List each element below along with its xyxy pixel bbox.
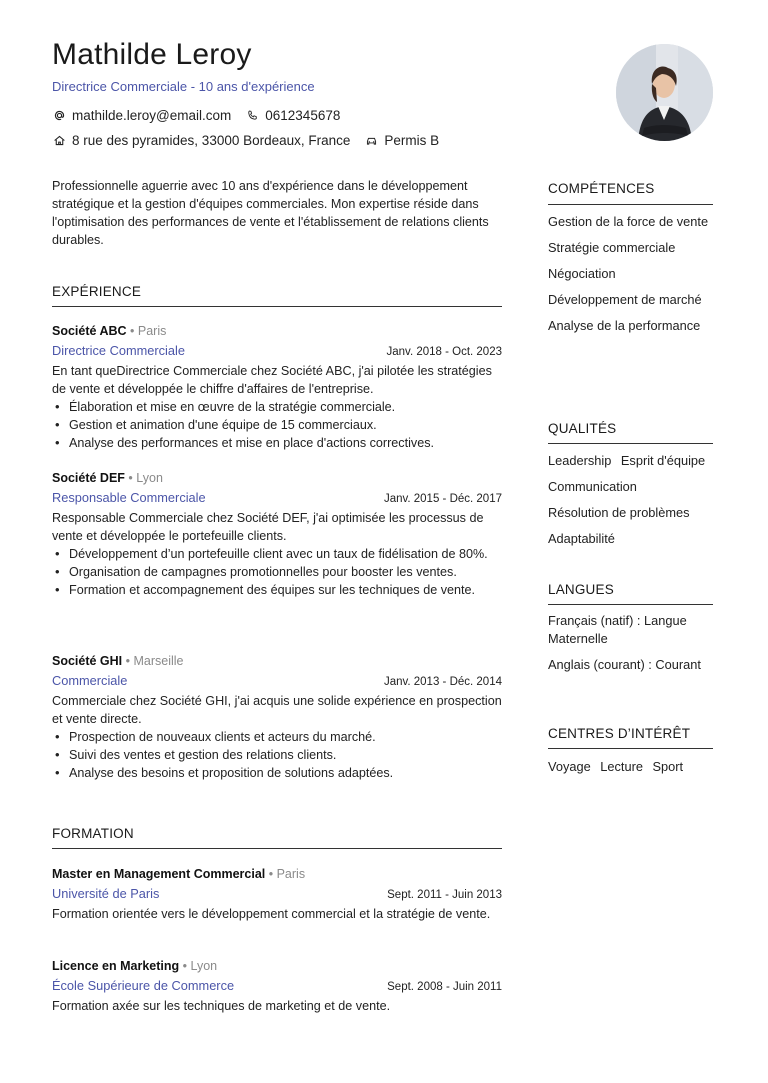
company-name: Société GHI (52, 654, 123, 668)
job-role: Directrice Commerciale (52, 343, 185, 358)
profile-summary: Professionnelle aguerrie avec 10 ans d'expérience dans le développement stratégique et la gestion d'équipes commerciales. Mon expertise réside dans l'optimisation des performances de vente et l'établissement de relations clients durables. (52, 179, 489, 247)
job-dates: Janv. 2013 - Déc. 2014 (383, 676, 502, 688)
degree-name: Master en Management Commercial (52, 867, 266, 881)
skill-item: Analyse de la performance (548, 318, 701, 333)
bullet-item: • Formation et accompagnement des équipes sur les techniques de vente. (52, 581, 502, 599)
education-description: Formation orientée vers le développement commercial et la stratégie de vente. (52, 907, 491, 921)
company-location: Paris (137, 324, 167, 338)
language-item: Anglais (courant) : Courant (548, 657, 701, 672)
degree-name: Licence en Marketing (52, 959, 180, 973)
school-location: Lyon (190, 959, 218, 973)
job-subtitle: Directrice Commerciale - 10 ans d'expérience (52, 79, 315, 94)
education-dates: Sept. 2008 - Juin 2011 (387, 981, 502, 993)
school-name: Université de Paris (52, 886, 160, 901)
section-divider (52, 848, 502, 849)
qualities-row (548, 452, 714, 470)
languages-list (548, 612, 714, 682)
language-item: Français (natif) : Langue Maternelle (548, 613, 687, 646)
bullet-item: • Analyse des besoins et proposition de solutions adaptées. (52, 764, 502, 782)
job-bullets (52, 545, 502, 599)
job-role: Commerciale (52, 673, 128, 688)
phone-icon (245, 107, 259, 123)
contact-row-1 (52, 107, 340, 123)
skills-list (548, 213, 714, 343)
section-divider (548, 748, 713, 749)
quality-item: Leadership (548, 453, 612, 468)
qualities-list (548, 452, 714, 556)
job-description: Responsable Commerciale chez Société DEF, j'ai optimisée les processus de vente et développée le portefeuille clients. (52, 511, 484, 543)
section-divider (52, 306, 502, 307)
school-name: École Supérieure de Commerce (52, 978, 235, 993)
bullet-item: • Suivi des ventes et gestion des relations clients. (52, 746, 502, 764)
job-dates: Janv. 2015 - Déc. 2017 (383, 493, 502, 505)
quality-item: Esprit d'équipe (620, 453, 706, 468)
quality-item: Adaptabilité (548, 531, 615, 546)
job-role: Responsable Commerciale (52, 490, 206, 505)
bullet-item: • Organisation de campagnes promotionnelles pour booster les ventes. (52, 563, 502, 581)
skill-item: Développement de marché (548, 292, 702, 307)
school-location: Paris (276, 867, 306, 881)
skill-item: Stratégie commerciale (548, 240, 676, 255)
section-title-languages: LANGUES (548, 582, 614, 597)
job-description: En tant queDirectrice Commerciale chez Société ABC, j'ai pilotée les stratégies de vente et développée le chiffre d'affaires de l'entreprise. (52, 364, 492, 396)
company-name: Société DEF (52, 471, 125, 485)
education-description: Formation axée sur les techniques de marketing et de vente. (52, 999, 391, 1013)
profile-photo (616, 44, 713, 141)
job-bullets (52, 398, 502, 452)
quality-item: Communication (548, 479, 637, 494)
candidate-name: Mathilde Leroy (52, 38, 252, 71)
section-title-skills: COMPÉTENCES (548, 181, 655, 196)
car-icon (364, 132, 378, 148)
interest-item: Sport (652, 759, 684, 774)
bullet-item: • Prospection de nouveaux clients et acteurs du marché. (52, 728, 502, 746)
skill-item: Négociation (548, 266, 616, 281)
company-location: Marseille (133, 654, 184, 668)
company-name: Société ABC (52, 324, 127, 338)
email-text: mathilde.leroy@email.com (72, 107, 232, 123)
experience-entry (52, 469, 502, 599)
section-divider (548, 604, 713, 605)
experience-entry (52, 652, 502, 782)
entry-header: Société ABC • Paris (52, 324, 167, 338)
entry-header: Société DEF • Lyon (52, 471, 163, 485)
bullet-item: • Analyse des performances et mise en place d'actions correctives. (52, 434, 502, 452)
bullet-item: • Gestion et animation d'une équipe de 15 commerciaux. (52, 416, 502, 434)
section-title-interests: CENTRES D’INTÉRÊT (548, 726, 691, 741)
address-text: 8 rue des pyramides, 33000 Bordeaux, France (72, 132, 351, 148)
entry-header: Master en Management Commercial • Paris (52, 867, 306, 881)
entry-header: Société GHI • Marseille (52, 654, 184, 668)
quality-item: Résolution de problèmes (548, 505, 690, 520)
phone-text: 0612345678 (265, 107, 341, 123)
license-text: Permis B (384, 132, 440, 148)
section-title-education: FORMATION (52, 826, 134, 841)
interests-list (548, 758, 714, 776)
job-description: Commerciale chez Société GHI, j'ai acquis une solide expérience en prospection et vente directe. (52, 694, 502, 726)
experience-entry (52, 322, 502, 452)
bullet-item: • Élaboration et mise en œuvre de la stratégie commerciale. (52, 398, 502, 416)
job-dates: Janv. 2018 - Oct. 2023 (386, 346, 502, 358)
section-divider (548, 204, 713, 205)
skill-item: Gestion de la force de vente (548, 214, 709, 229)
at-sign-icon (52, 107, 66, 123)
entry-header: Licence en Marketing • Lyon (52, 959, 218, 973)
section-title-experience: EXPÉRIENCE (52, 284, 142, 299)
job-bullets (52, 728, 502, 782)
home-icon (52, 132, 66, 148)
company-location: Lyon (136, 471, 163, 485)
interest-item: Lecture (600, 759, 643, 774)
section-divider (548, 443, 713, 444)
section-title-qualities: QUALITÉS (548, 421, 617, 436)
education-entry (52, 957, 502, 1015)
bullet-item: • Développement d’un portefeuille client avec un taux de fidélisation de 80%. (52, 545, 502, 563)
contact-row-2 (52, 132, 439, 148)
interest-item: Voyage (548, 759, 591, 774)
education-dates: Sept. 2011 - Juin 2013 (387, 889, 502, 901)
education-entry (52, 865, 502, 923)
